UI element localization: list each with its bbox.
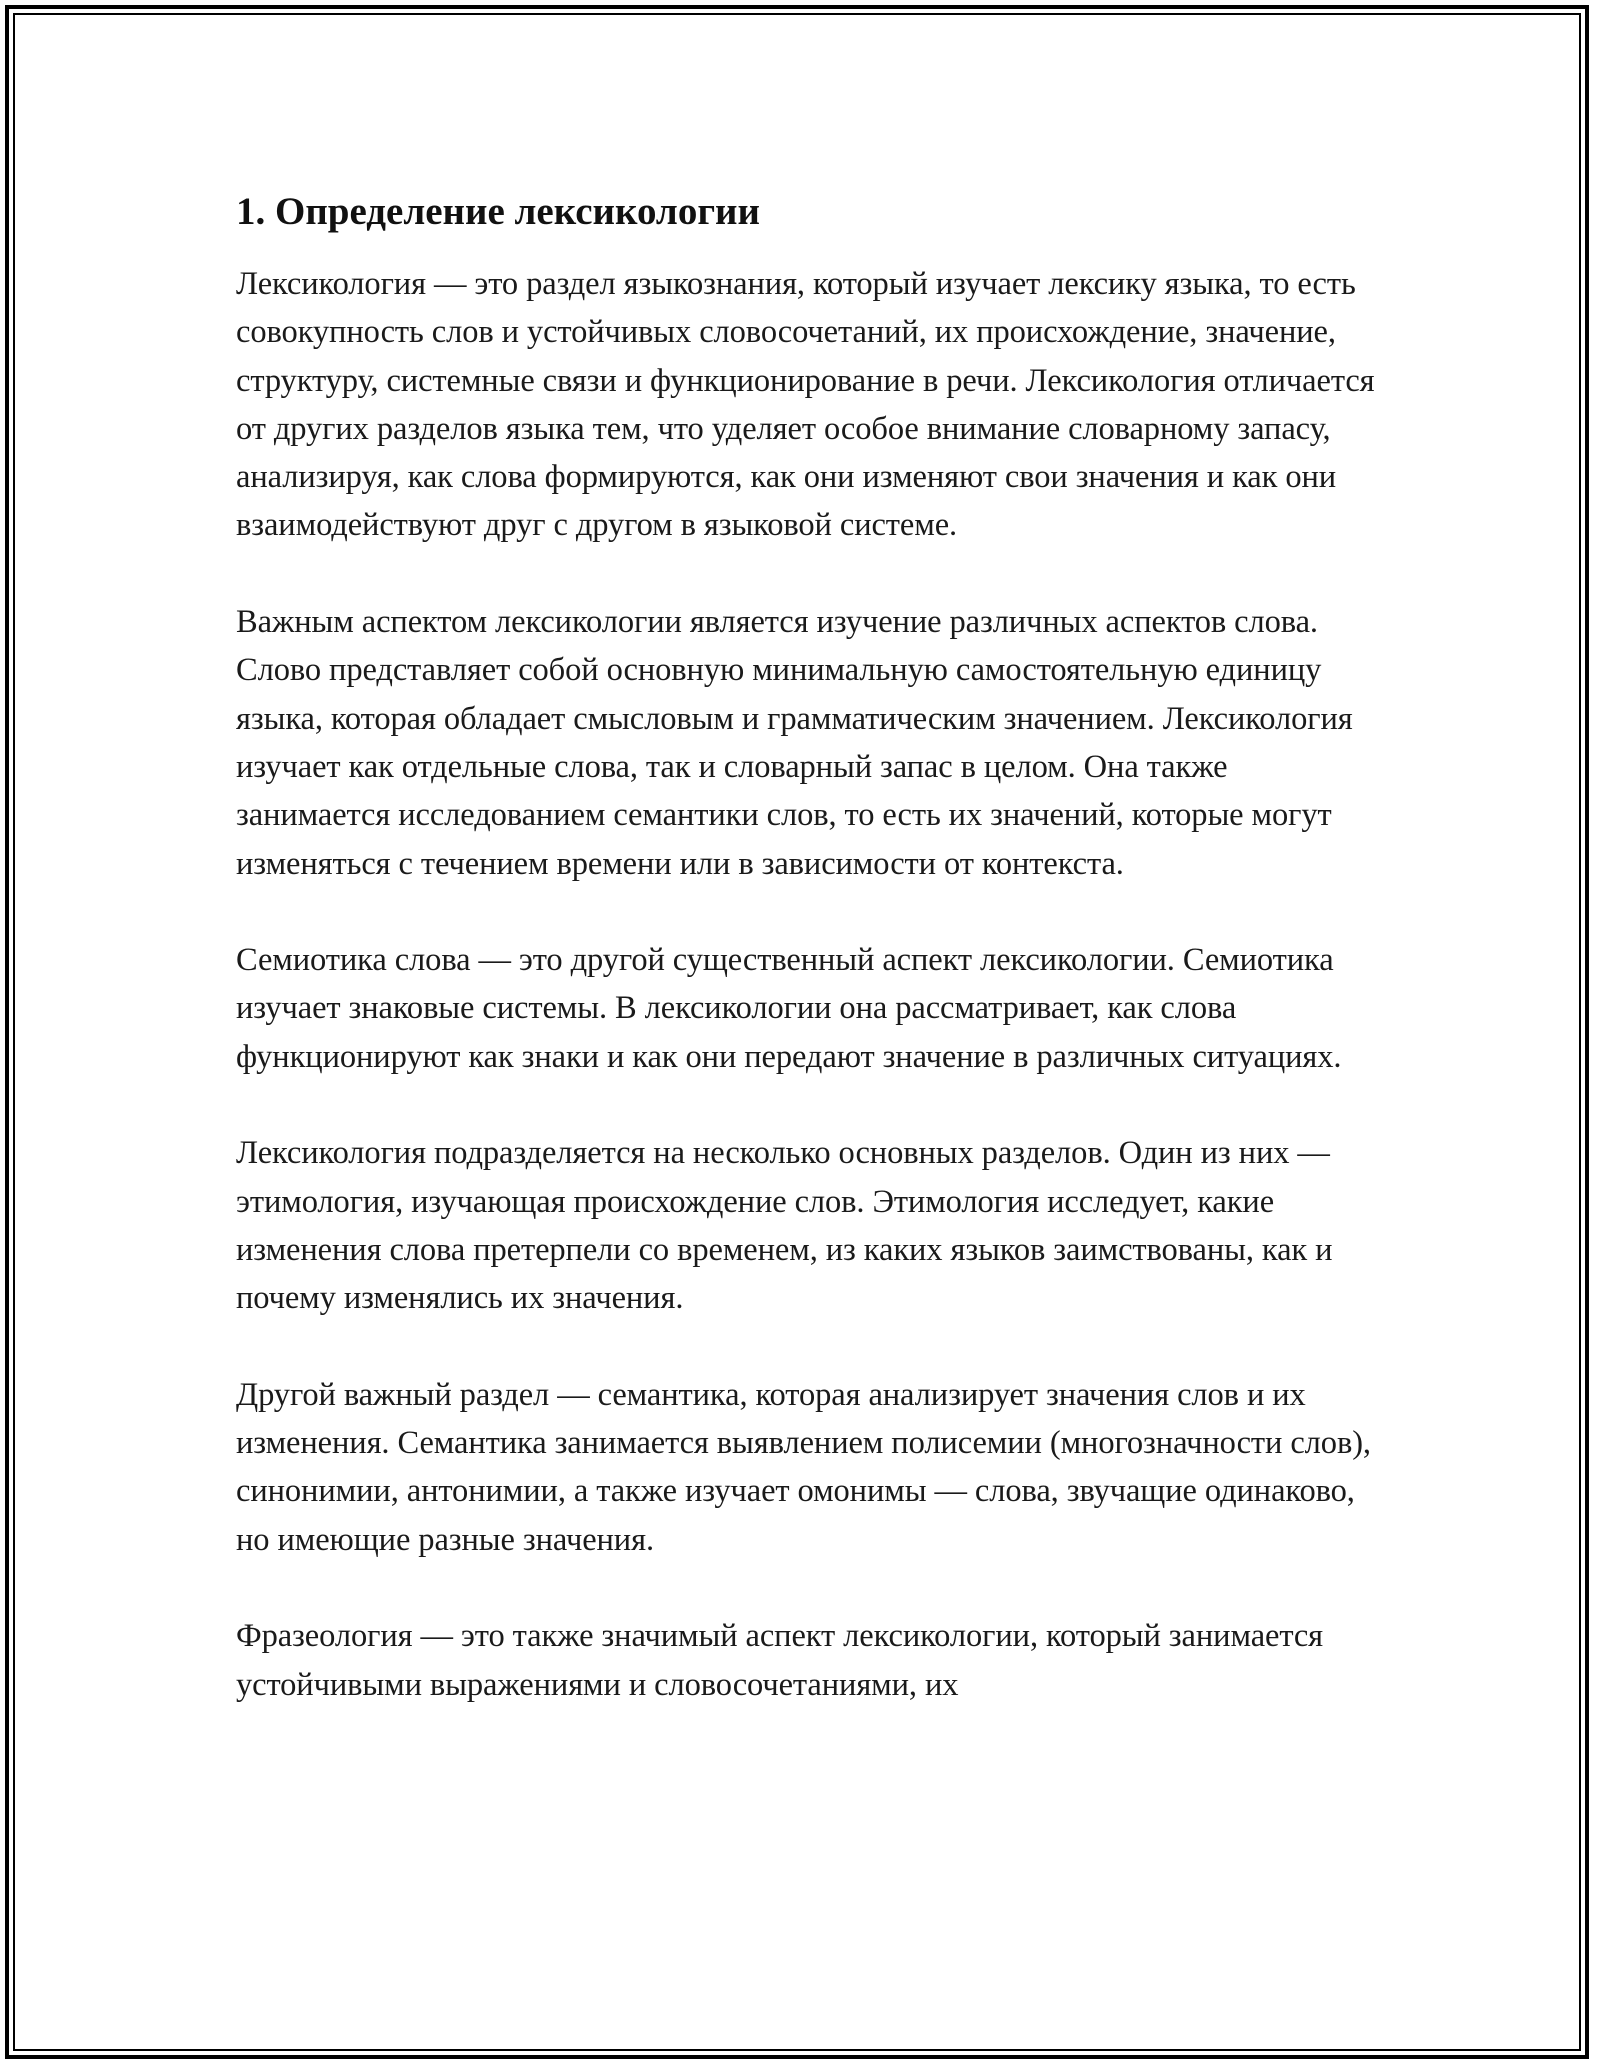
section-heading: 1. Определение лексикологии bbox=[236, 190, 760, 233]
document-body bbox=[236, 188, 1386, 1757]
paragraph-phraseology: Фразеология — это также значимый аспект лексикологии, который занимается устойчивыми выражениями и словосочетаниями, их bbox=[236, 1618, 1324, 1703]
paragraph-semantics: Другой важный раздел — семантика, которая анализирует значения слов и их изменения. Семантика занимается выявлением полисемии (многозначности слов), синонимии, антонимии, а также изучает омонимы — слова, звучащие одинаково, но имеющие разные значения. bbox=[236, 1376, 1371, 1558]
paragraph-etymology: Лексикология подразделяется на несколько основных разделов. Один из них — этимология, изучающая происхождение слов. Этимология исследует, какие изменения слова претерпели со временем, из каких языков заимствованы, как и почему изменялись их значения. bbox=[236, 1135, 1333, 1317]
paragraph-semiotics: Семиотика слова — это другой существенный аспект лексикологии. Семиотика изучает знаковые системы. В лексикологии она рассматривает, как слова функционируют как знаки и как они передают значение в различных ситуациях. bbox=[236, 942, 1342, 1075]
paragraph-definition: Лексикология — это раздел языкознания, который изучает лексику языка, то есть совокупность слов и устойчивых словосочетаний, их происхождение, значение, структуру, системные связи и функционирование в речи. Лексикология отличается от других разделов языка тем, что уделяет особое внимание словарному запасу, анализируя, как слова формируются, как они изменяют свои значения и как они взаимодействуют друг с другом в языковой системе. bbox=[236, 266, 1375, 544]
paragraph-word-aspects: Важным аспектом лексикологии является изучение различных аспектов слова. Слово представляет собой основную минимальную самостоятельную единицу языка, которая обладает смысловым и грамматическим значением. Лексикология изучает как отдельные слова, так и словарный запас в целом. Она также занимается исследованием семантики слов, то есть их значений, которые могут изменяться с течением времени или в зависимости от контекста. bbox=[236, 604, 1353, 882]
